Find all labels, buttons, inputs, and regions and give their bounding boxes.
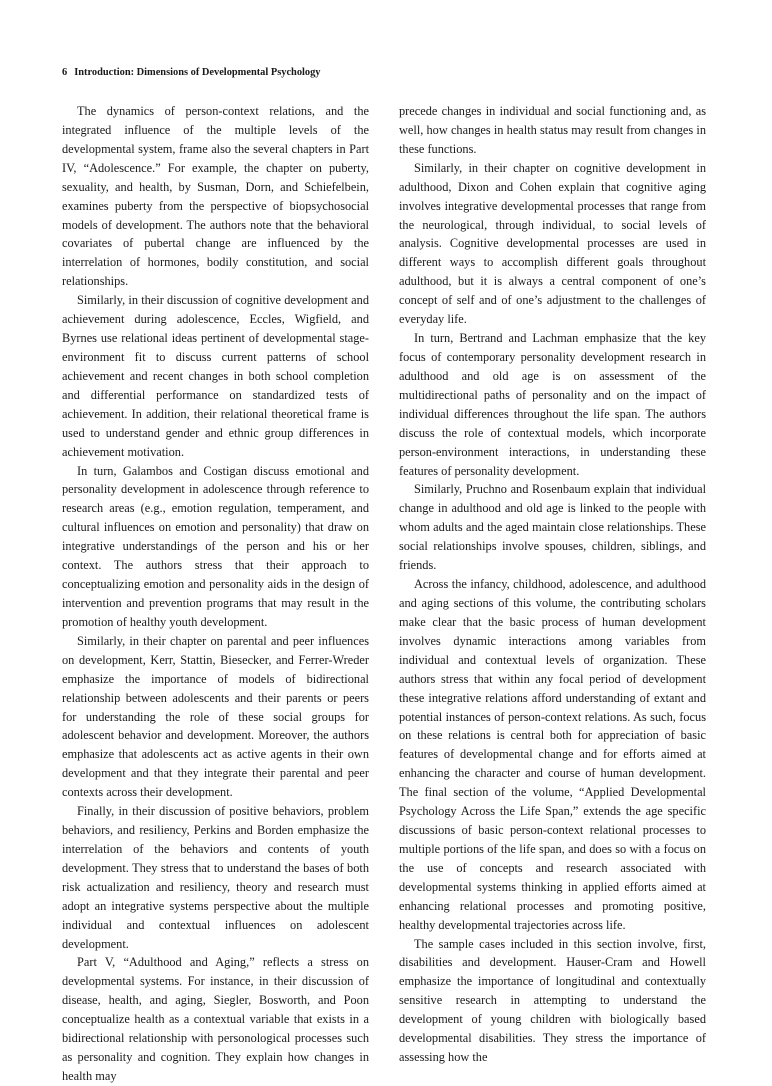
paragraph: Similarly, in their discussion of cognitive development and achievement during adolescence, Eccles, Wigfield, and Byrnes use relational ideas pertinent of developmental stage-environment fit to discuss current patterns of school achievement and recent changes in both school completion and differential performance on standardized tests of achievement. In addition, their relational theoretical frame is used to understand gender and ethnic group differences in achievement motivation.: [62, 293, 369, 459]
paragraph: Similarly, Pruchno and Rosenbaum explain that individual change in adulthood and old age is linked to the people with whom adults and the aged maintain close relationships. These social relationships involve spouses, children, siblings, and friends.: [399, 482, 706, 573]
right-column: [399, 102, 706, 1067]
paragraph: Similarly, in their chapter on cognitive development in adulthood, Dixon and Cohen explain that cognitive aging involves integrative developmental processes that range from the neurological, through individual, to social levels of analysis. Cognitive developmental processes are used in different ways to accomplish different goals throughout adulthood, but it is always a central component of one’s concept of self and of one’s adjustment to the challenges of everyday life.: [399, 160, 706, 327]
paragraph: Similarly, in their chapter on parental and peer influences on development, Kerr, Stattin, Biesecker, and Ferrer-Wreder emphasize the importance of models of bidirectional relationship between adolescents and their parents or peers for understanding the role of these social groups for adolescent behavior and development. Moreover, the authors emphasize that adolescents act as active agents in their own development and that they integrate their parental and peer contexts across their development.: [62, 633, 369, 800]
paragraph: In turn, Bertrand and Lachman emphasize that the key focus of contemporary personality development research in adulthood and old age is on assessment of the multidirectional paths of personality and on the impact of individual differences throughout the life span. The authors discuss the role of contextual models, which incorporate person-environment interactions, in understanding these features of personality development.: [399, 331, 706, 478]
paragraph: In turn, Galambos and Costigan discuss emotional and personality development in adolescence through reference to research areas (e.g., emotion regulation, temperament, and cultural influences on emotion and personality) that draw on integrative understandings of the person and his or her context. The authors stress that their approach to conceptualizing emotion and personality aids in the design of intervention and prevention programs that may result in the promotion of healthy youth development.: [62, 463, 369, 629]
paragraph: Part V, “Adulthood and Aging,” reflects a stress on developmental systems. For instance, in their discussion of disease, health, and aging, Siegler, Bosworth, and Poon conceptualize health as a contextual variable that exists in a bidirectional relationship with personological processes such as personality and cognition. They explain how changes in health may: [62, 955, 369, 1084]
running-head: [62, 67, 321, 78]
page-number: 6: [62, 67, 68, 78]
paragraph-continuation: precede changes in individual and social functioning and, as well, how changes in health status may result from changes in these functions.: [399, 104, 706, 156]
paragraph: Across the infancy, childhood, adolescence, and adulthood and aging sections of this volume, the contributing scholars make clear that the basic process of human development involves dynamic interactions among variables from individual and contextual levels of organization. These authors stress that within any focal period of development these integrative relations afford understanding of extant and potential instances of person-context relations. As such, focus on these relations is central both for appreciation of basic features of developmental change and for efforts aimed at enhancing the character and course of human development. The final section of the volume, “Applied Developmental Psychology Across the Life Span,” extends the age specific discussions of basic person-context relational processes to multiple portions of the life span, and does so with a focus on the use of concepts and research associated with developmental systems thinking in applied efforts aimed at enhancing relational processes and promoting positive, healthy developmental trajectories across life.: [399, 577, 706, 932]
paragraph: The sample cases included in this section involve, first, disabilities and development. Hauser-Cram and Howell emphasize the importance of longitudinal and contextually sensitive research in attempting to understand the development of young children with biologically based developmental disabilities. They stress the importance of assessing how the: [399, 936, 706, 1065]
left-column: [62, 102, 369, 1086]
paragraph: Finally, in their discussion of positive behaviors, problem behaviors, and resiliency, Perkins and Borden emphasize the interrelation of the behaviors and contents of youth development. They stress that to understand the bases of both risk actualization and resiliency, theory and research must adopt an integrative systems perspective about the multiple individual and contextual influences on adolescent development.: [62, 804, 369, 951]
paragraph: The dynamics of person-context relations, and the integrated influence of the multiple levels of the developmental system, frame also the several chapters in Part IV, “Adolescence.” For example, the chapter on puberty, sexuality, and health, by Susman, Dorn, and Schiefelbein, examines puberty from the perspective of biopsychosocial models of development. The authors note that the behavioral covariates of pubertal change are influenced by the interrelation of hormones, bodily constitution, and social relationships.: [62, 104, 369, 289]
running-title: Introduction: Dimensions of Developmental Psychology: [74, 67, 321, 78]
